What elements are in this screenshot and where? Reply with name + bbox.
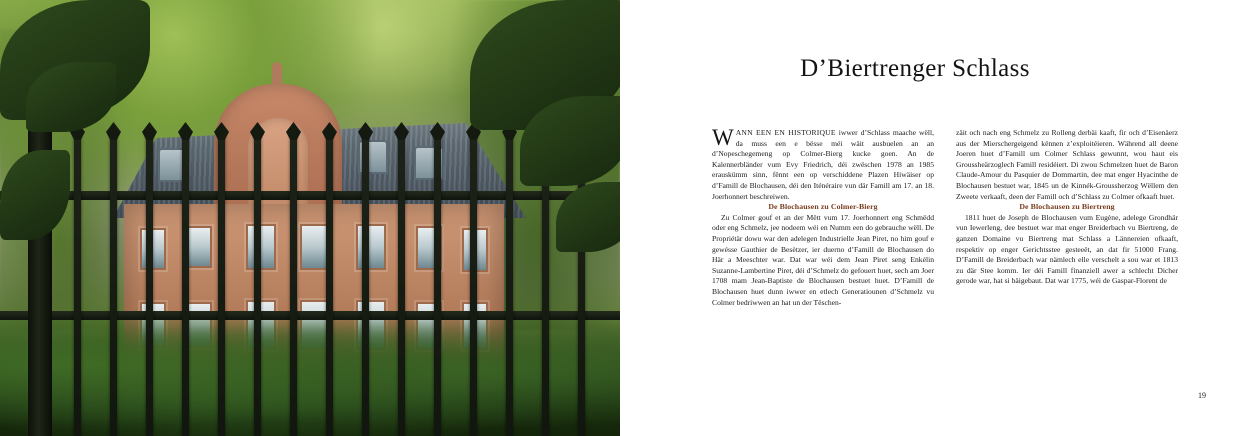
body-columns: [712, 125, 1178, 308]
opening-paragraph: [712, 125, 935, 202]
column-right: [956, 128, 1178, 308]
page-title: D’Biertrenger Schlass: [800, 54, 1030, 82]
column-left: [712, 125, 935, 308]
paragraph: Zu Colmer gouf et an der Mëtt vum 17. Joerhonnert eng Schmëdd oder eng Schmelz, jee nodeem wéi en Numm een do gebrauche wëll. De Propriétär dowu war den adelegen Industrielle Jean Piret, no him gouf e gewésse Gauthier de Besètzer, ier duerno d’Famill de Blochausen do Här a Meeschter war. Dat war wéi dem Jean Piret seng Enkélin Suzanne-Lambertine Piret, déi d’Schmelz do gefouert huet, sech am Joer 1708 mam Jean-Baptiste de Blochausen bestuet huet. D’Famill de Blochausen huet dunn iwwer en etlech Generatiounen d’Schmelz vu Colmer bedriwwen an hat un der Tëschen-: [712, 212, 934, 307]
window: [462, 228, 488, 272]
section-heading-biertreng: De Blochausen zu Biertreng: [1019, 202, 1115, 212]
window: [186, 226, 212, 268]
small-caps-lead: ANN EEN EN HISTORIQUE: [735, 128, 836, 137]
window: [356, 224, 386, 270]
window: [300, 224, 330, 270]
drop-cap: W: [712, 125, 734, 150]
window: [416, 226, 442, 270]
page-number: 19: [1198, 391, 1206, 400]
garden-hedge: [0, 316, 620, 436]
paragraph: 1811 huet de Joseph de Blochausen vum Eugène, adelege Grondhär vun Iewerleng, dee bestuet war mat enger Breiderbach vu Biertreng, de ganzen Domaine vu Biertreng mat Schlass a Lännereien ofkaaft, respektiv op enger Gerichtsstee gesteeët, an dat fir 51000 Frang. D’Famill de Breiderbach war nämlech elle verschelt a sou war et 1813 zu där Stee komm. Ier déi Famill finanziell awer a schlecht Dicher gerode war, hat si bäigebaut. Dat war 1775, wéi de Gaspar-Florent de: [956, 212, 1178, 286]
window: [246, 224, 276, 270]
dormer-window: [358, 140, 388, 174]
dormer-window: [158, 148, 188, 182]
dormer-window: [414, 146, 444, 180]
window: [140, 228, 166, 270]
paragraph-continued: zäit och nach eng Schmelz zu Rolleng derbäi kaaft, fir och d’Eisenäerz aus der Mierschergeigend kënnen z’exploitéieren. Während all deene Joeren huet d’Famill um Colmer Schlass gewunnt, wou haut eis Groussheärzoglech Famill residéiert. Di zwou Schmelzen huet de Baron Claude-Amour du Pasquier de Dommartin, dee mat enger Hyacinthe de Blochausen bestuet war, 1845 un de Kinnék-Groussherzog Wëllem den Zweete verkaaft, deen der Famill och d’Schlass zu Colmer ofkaaft huet.: [956, 128, 1178, 201]
section-heading-colmer-bierg: De Blochausen zu Colmer-Bierg: [768, 202, 878, 212]
text-page: [620, 0, 1240, 436]
opening-paragraph-text: iwwer d’Schlass maache wëll, da muss een e bësse méi wäit ausbuelen an an d’Nopeschegemeng op Colmer-Bierg kucke goen. An de Kalennerbländer vum Evy Friedrich, déi zwëschen 1978 an 1985 erauskümm sinn, fënnt een op verschiddene Plazen Hiwäiser op d’Famill de Blochausen, déi den Iténéraire vun där Famill am 17. an 18. Joerhonnert beschreiwen.: [712, 128, 935, 201]
